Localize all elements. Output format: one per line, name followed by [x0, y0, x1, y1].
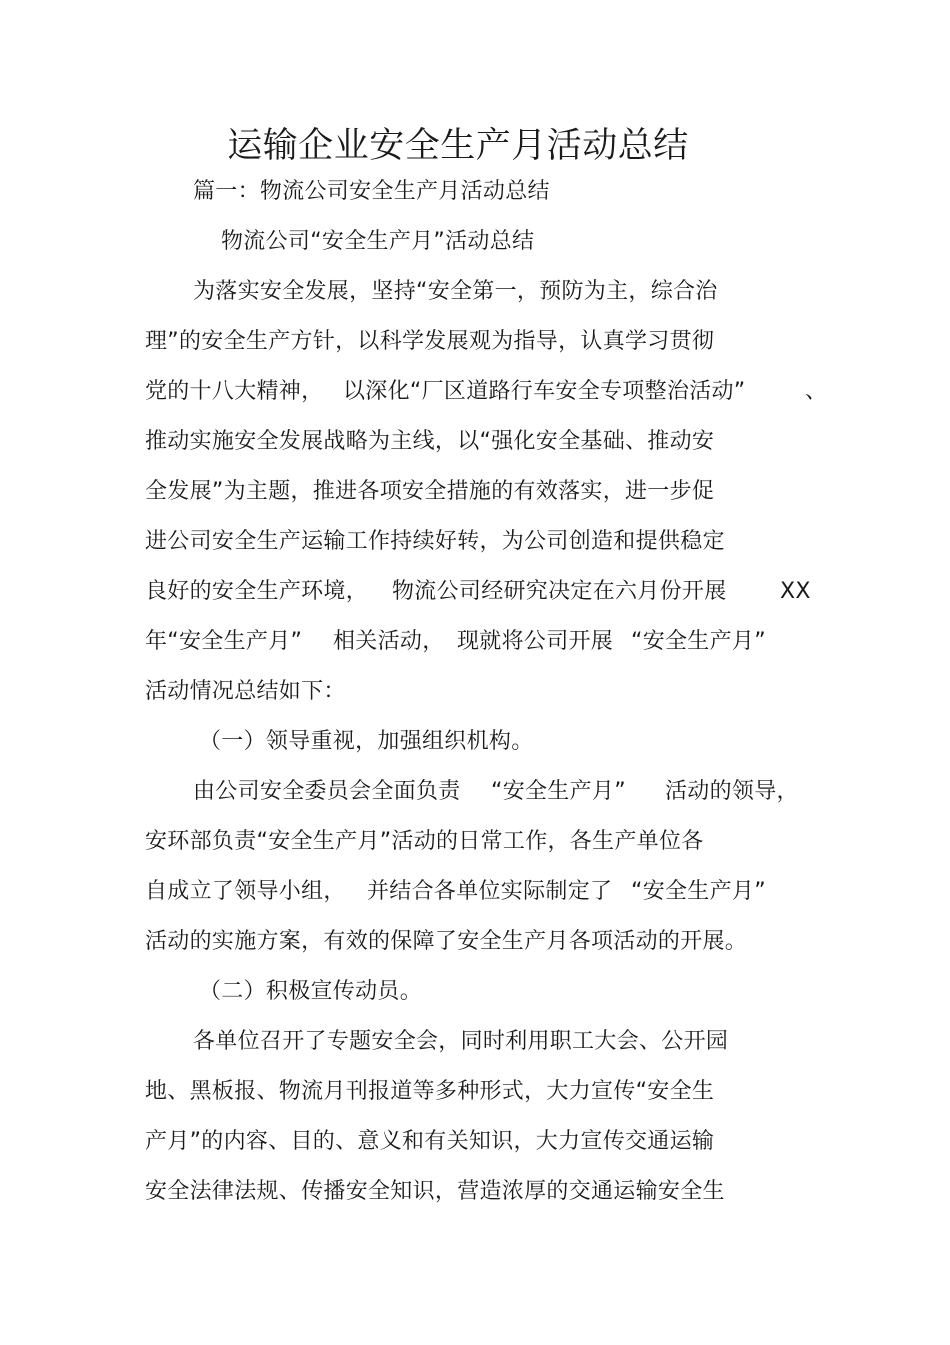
paragraph-line: 良好的安全生产环境，: [145, 579, 369, 604]
paragraph-line: “安全生产月”: [631, 879, 766, 904]
paragraph-line: 进公司安全生产运输工作持续好转，为公司创造和提供稳定: [145, 529, 725, 554]
paragraph-line: 安全法律法规、传播安全知识，营造浓厚的交通运输安全生: [145, 1179, 725, 1204]
paragraph-line: 地、黑板报、物流月刊报道等多种形式，大力宣传“安全生: [145, 1079, 715, 1104]
paragraph-line: 活动的领导，: [665, 779, 799, 804]
paragraph-line: 党的十八大精神，: [145, 379, 324, 404]
subtitle: 物流公司“安全生产月”活动总结: [221, 229, 535, 254]
chapter-heading: 篇一：物流公司安全生产月活动总结: [193, 179, 550, 204]
section-heading-2: （二）积极宣传动员。: [199, 979, 423, 1004]
paragraph-line: 理”的安全生产方针，以科学发展观为指导，认真学习贯彻: [145, 329, 715, 354]
paragraph-line: 全发展”为主题，推进各项安全措施的有效落实，进一步促: [145, 479, 715, 504]
paragraph-line: 以深化“厂区道路行车安全专项整治活动”: [343, 379, 746, 404]
paragraph-line: 现就将公司开展: [457, 629, 614, 654]
paragraph-line: “安全生产月”: [491, 779, 626, 804]
paragraph-line: 相关活动，: [333, 629, 445, 654]
paragraph-line: 安环部负责“安全生产月”活动的日常工作，各生产单位各: [145, 829, 704, 854]
paragraph-line: 年“安全生产月”: [145, 629, 303, 654]
paragraph-line: 、: [805, 379, 828, 404]
paragraph-line: 活动情况总结如下：: [145, 679, 346, 704]
paragraph-line: 由公司安全委员会全面负责: [193, 779, 461, 804]
document-title: 运输企业安全生产月活动总结: [227, 126, 689, 166]
paragraph-line: 并结合各单位实际制定了: [367, 879, 613, 904]
paragraph-line: 产月”的内容、目的、意义和有关知识，大力宣传交通运输: [145, 1129, 715, 1154]
paragraph-line: 物流公司经研究决定在六月份开展: [392, 579, 727, 604]
paragraph-line: 推动实施安全发展战略为主线，以“强化安全基础、推动安: [145, 429, 715, 454]
section-heading-1: （一）领导重视，加强组织机构。: [199, 729, 534, 754]
paragraph-line: XX: [780, 579, 811, 604]
paragraph-line: 自成立了领导小组，: [145, 879, 346, 904]
paragraph-line: 各单位召开了专题安全会，同时利用职工大会、公开园: [193, 1029, 729, 1054]
paragraph-line: 为落实安全发展，坚持“安全第一，预防为主，综合治: [193, 279, 718, 304]
paragraph-line: 活动的实施方案，有效的保障了安全生产月各项活动的开展。: [145, 929, 748, 954]
paragraph-line: “安全生产月”: [631, 629, 766, 654]
